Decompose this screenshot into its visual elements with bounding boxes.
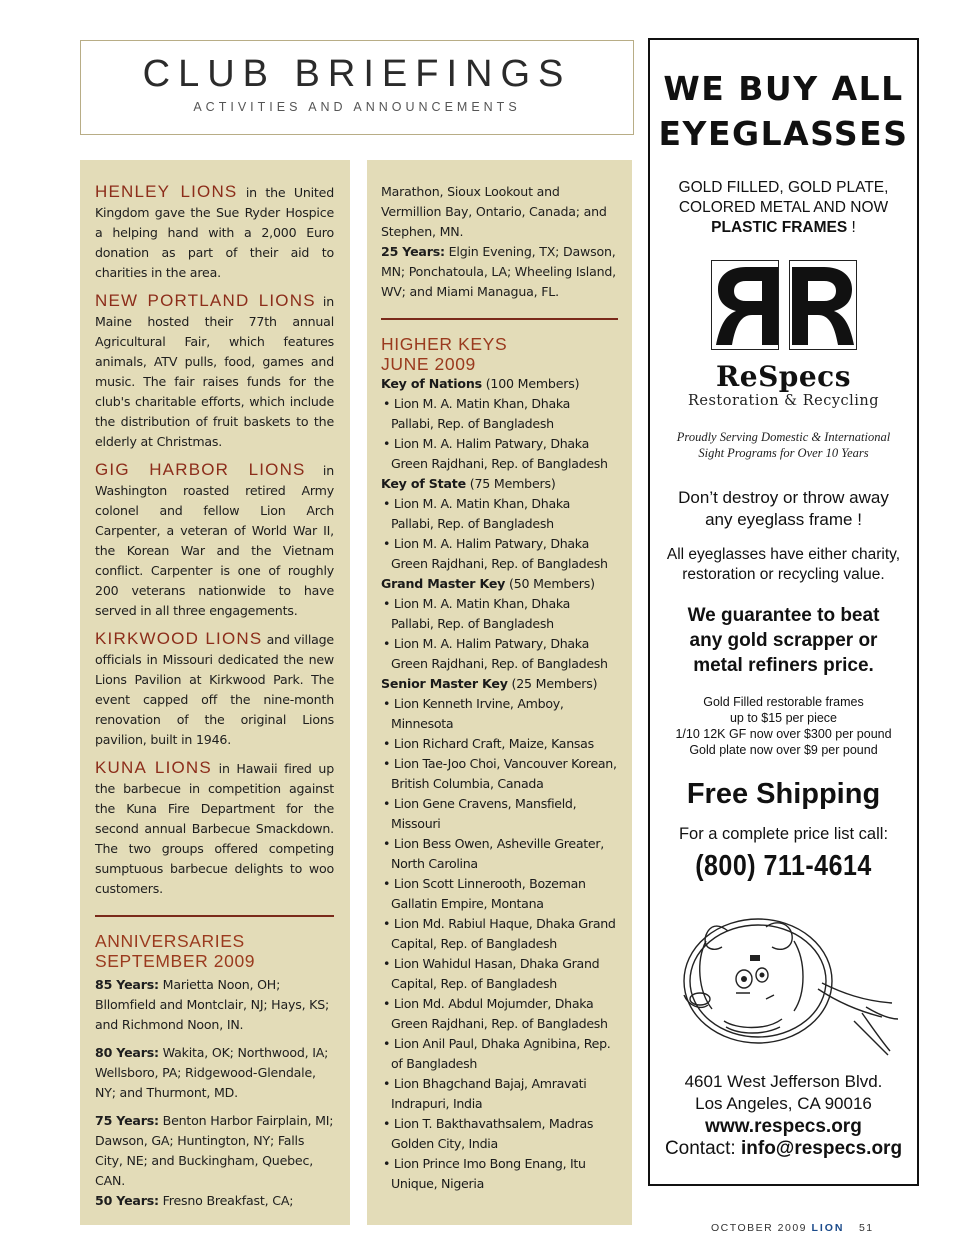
ad-service-tagline	[650, 429, 917, 461]
higher-keys-heading-line2: JUNE 2009	[381, 354, 476, 374]
recipient-location: Green Rajdhani, Rep. of Bangladesh	[391, 656, 608, 671]
key-recipient: • Lion M. A. Halim Patwary, Dhaka Green Rajdhani, Rep. of Bangladesh	[381, 634, 618, 674]
ad-guarantee-line2: any gold scrapper or	[689, 630, 878, 651]
recipient-name: Lion Bhagchand Bajaj, Amravati	[393, 1076, 587, 1091]
ad-dont-line1: Don’t destroy or throw away	[678, 488, 889, 507]
recipient-name: Lion M. A. Matin Khan, Dhaka	[393, 396, 571, 411]
key-recipient: • Lion Anil Paul, Dhaka Agnibina, Rep. of Bangladesh	[381, 1034, 618, 1074]
anniversary-years: 80 Years:	[95, 1045, 159, 1060]
ad-guarantee	[650, 603, 917, 678]
page-footer	[711, 1222, 874, 1234]
recipient-location: Gallatin Empire, Montana	[391, 896, 544, 911]
ad-subhead	[650, 178, 917, 238]
recipient-name: Lion M. A. Matin Khan, Dhaka	[393, 496, 571, 511]
left-column	[80, 160, 350, 1225]
ad-address-line1: 4601 West Jefferson Blvd.	[684, 1072, 883, 1091]
ad-website-link[interactable]: www.respecs.org	[705, 1116, 862, 1137]
key-recipient: • Lion Md. Abdul Mojumder, Dhaka Green Rajdhani, Rep. of Bangladesh	[381, 994, 618, 1034]
ad-price-line1: Gold Filled restorable frames	[703, 695, 864, 709]
key-members: (50 Members)	[505, 576, 595, 591]
key-members: (75 Members)	[465, 476, 556, 491]
key-recipient: • Lion Richard Craft, Maize, Kansas	[383, 736, 594, 751]
recipient-location: Green Rajdhani, Rep. of Bangladesh	[391, 556, 608, 571]
recipient-location: Minnesota	[391, 716, 454, 731]
section-header	[80, 40, 634, 135]
key-recipient: • Lion Prince Imo Bong Enang, Itu Unique, Nigeria	[381, 1154, 618, 1194]
ad-headline	[650, 66, 917, 156]
ad-value-line2: restoration or recycling value.	[682, 566, 885, 583]
recipient-name: Lion Richard Craft, Maize, Kansas	[393, 736, 594, 751]
anniversary-clubs: Marietta Noon, OH; Bllomfield and Montclair, NJ; Hays, KS; and Richmond Noon, IN.	[95, 977, 330, 1032]
key-recipient: • Lion M. A. Matin Khan, Dhaka Pallabi, Rep. of Bangladesh	[381, 494, 618, 534]
ad-address-line2: Los Angeles, CA 90016	[695, 1094, 872, 1113]
briefing-text: in the United Kingdom gave the Sue Ryder Hospice a helping hand with a 2,000 Euro donation as part of their aid to charities in the area.	[95, 185, 334, 280]
ad-subhead-line2: COLORED METAL AND NOW	[678, 199, 889, 216]
briefing-lead: NEW PORTLAND LIONS	[95, 291, 316, 310]
logo-left-square	[711, 260, 779, 350]
recipient-name: Lion M. A. Halim Patwary, Dhaka	[393, 536, 590, 551]
price-list-call: For a complete price list call:	[678, 825, 889, 843]
footer-date: OCTOBER 2009	[711, 1222, 808, 1234]
ad-headline-line2: EYEGLASSES	[658, 114, 909, 153]
page-subtitle: ACTIVITIES AND ANNOUNCEMENTS	[193, 100, 521, 114]
ad-address	[650, 1071, 917, 1115]
briefing-text: in Washington roasted retired Army colonel and fellow Lion Arch Carpenter, a veteran of World War II, the Korean War and the Vietnam conflict. Carpenter is one of roughly 200 veterans nationwide to have served in all three engagements.	[95, 463, 334, 618]
higher-keys-heading-line1: HIGHER KEYS	[381, 334, 508, 354]
ad-subhead-line1: GOLD FILLED, GOLD PLATE,	[678, 179, 889, 196]
brand-name: ReSpecs	[715, 360, 851, 393]
key-recipient: • Lion T. Bakthavathsalem, Madras Golden City, India	[381, 1114, 618, 1154]
page-title: CLUB BRIEFINGS	[142, 53, 572, 95]
recipient-name: Lion Prince Imo Bong Enang, Itu	[393, 1156, 586, 1171]
ad-dont-destroy	[650, 487, 917, 531]
recipient-name: Lion Tae-Joo Choi, Vancouver Korean,	[393, 756, 617, 771]
anniversary-years: 85 Years:	[95, 977, 159, 992]
recipient-name: Lion Anil Paul, Dhaka Agnibina, Rep.	[393, 1036, 611, 1051]
key-recipient: • Lion Gene Cravens, Mansfield, Missouri	[381, 794, 618, 834]
anniversary-clubs: Fresno Breakfast, CA;	[158, 1193, 294, 1208]
briefing-text: in Hawaii fired up the barbecue in competition against the Kuna Fire Department for the second annual Barbecue Smackdown. The two groups offered competing sumptuous barbecue delights to woo customers.	[95, 761, 334, 896]
recipient-location: Capital, Rep. of Bangladesh	[391, 936, 557, 951]
recipient-name: Lion M. A. Matin Khan, Dhaka	[393, 596, 571, 611]
recipient-name: Lion M. A. Halim Patwary, Dhaka	[393, 636, 590, 651]
briefing-lead: GIG HARBOR LIONS	[95, 460, 306, 479]
ad-service-line1: Proudly Serving Domestic & International	[676, 430, 891, 444]
anniversary-25	[381, 242, 618, 302]
anniversaries-heading-line1: ANNIVERSARIES	[95, 931, 245, 951]
recipient-location: Unique, Nigeria	[391, 1176, 484, 1191]
briefing-new-portland	[95, 291, 334, 452]
key-recipient: • Lion M. A. Matin Khan, Dhaka Pallabi, Rep. of Bangladesh	[381, 594, 618, 634]
ad-guarantee-line3: metal refiners price.	[693, 655, 874, 676]
footer-magazine: LION	[811, 1222, 845, 1234]
anniversary-80	[95, 1043, 334, 1103]
briefing-gig-harbor	[95, 460, 334, 621]
key-name: Senior Master Key	[381, 676, 508, 691]
recipient-location: North Carolina	[391, 856, 478, 871]
recipient-location: Indrapuri, India	[391, 1096, 483, 1111]
anniversary-clubs: Benton Harbor Fairplain, MI; Dawson, GA; Huntington, NY; Falls City, NE; and Buckingham, Quebec, CAN.	[95, 1113, 334, 1188]
key-recipient: • Lion Scott Linnerooth, Bozeman Gallatin Empire, Montana	[381, 874, 618, 914]
briefing-kirkwood	[95, 629, 334, 750]
key-group-title	[381, 374, 618, 394]
recipient-name: Lion Md. Abdul Mojumder, Dhaka	[393, 996, 594, 1011]
key-group-title	[381, 674, 618, 694]
ad-dont-line2: any eyeglass frame !	[705, 510, 862, 529]
recipient-name: Lion Bess Owen, Asheville Greater,	[393, 836, 604, 851]
anniversaries-heading	[95, 931, 334, 971]
recipient-location: Pallabi, Rep. of Bangladesh	[391, 616, 554, 631]
key-recipient: • Lion M. A. Matin Khan, Dhaka Pallabi, Rep. of Bangladesh	[381, 394, 618, 434]
ad-prices	[650, 694, 917, 758]
key-recipient: • Lion Tae-Joo Choi, Vancouver Korean, British Columbia, Canada	[381, 754, 618, 794]
key-members: (100 Members)	[481, 376, 580, 391]
middle-column	[367, 160, 632, 1225]
higher-keys-heading	[381, 334, 618, 374]
recipient-name: Lion Scott Linnerooth, Bozeman	[393, 876, 586, 891]
anniversary-50-continued: Marathon, Sioux Lookout and Vermillion Bay, Ontario, Canada; and Stephen, MN.	[381, 184, 607, 239]
key-recipient: • Lion Kenneth Irvine, Amboy, Minnesota	[381, 694, 618, 734]
respecs-advertisement	[648, 38, 919, 1186]
briefing-text: in Maine hosted their 77th annual Agricultural Fair, which features animals, ATV pulls, food, games and music. The fair raises funds for the club's charitable efforts, which include the distribution of fruit baskets to the elderly at Christmas.	[95, 294, 334, 449]
respecs-logo	[711, 260, 857, 350]
key-group-title	[381, 574, 618, 594]
higher-keys-list	[381, 374, 618, 1194]
key-name: Key of State	[381, 476, 466, 491]
key-recipient: • Lion M. A. Halim Patwary, Dhaka Green Rajdhani, Rep. of Bangladesh	[381, 434, 618, 474]
ad-value-line1: All eyeglasses have either charity,	[666, 546, 901, 563]
briefing-kuna	[95, 758, 334, 899]
recipient-location: British Columbia, Canada	[391, 776, 544, 791]
anniversary-years: 25 Years:	[381, 244, 445, 259]
recipient-name: Lion Gene Cravens, Mansfield,	[393, 796, 577, 811]
ad-contact-email[interactable]: info@respecs.org	[740, 1138, 903, 1159]
reversed-r-icon	[712, 261, 780, 351]
recipient-location: Golden City, India	[391, 1136, 498, 1151]
key-name: Grand Master Key	[381, 576, 506, 591]
eyeglasses-magnifier-illustration	[666, 901, 902, 1063]
anniversaries-heading-line2: SEPTEMBER 2009	[95, 951, 256, 971]
key-recipient: • Lion Wahidul Hasan, Dhaka Grand Capital, Rep. of Bangladesh	[381, 954, 618, 994]
ad-price-line4: Gold plate now over $9 per pound	[689, 743, 878, 757]
free-shipping: Free Shipping	[686, 778, 881, 810]
section-divider	[381, 318, 618, 320]
r-icon	[790, 261, 858, 351]
recipient-name: Lion M. A. Halim Patwary, Dhaka	[393, 436, 590, 451]
recipient-location: Green Rajdhani, Rep. of Bangladesh	[391, 456, 608, 471]
anniversary-50	[95, 1191, 334, 1211]
anniversary-clubs: Elgin Evening, TX; Dawson, MN; Ponchatoula, LA; Wheeling Island, WV; and Miami Managua, FL.	[381, 244, 616, 299]
recipient-location: of Bangladesh	[391, 1056, 478, 1071]
briefing-text: and village officials in Missouri dedicated the new Lions Pavilion at Kirkwood Park. The event capped off the nine-month renovation of the original Lions pavilion, built in 1946.	[95, 632, 334, 747]
anniversary-years: 75 Years:	[95, 1113, 159, 1128]
ad-headline-line1: WE BUY ALL	[663, 69, 904, 108]
ad-price-line2: up to $15 per piece	[729, 711, 838, 725]
ad-price-line3: 1/10 12K GF now over $300 per pound	[675, 727, 892, 741]
ad-value-statement	[650, 545, 917, 585]
briefing-lead: KUNA LIONS	[95, 758, 212, 777]
recipient-location: Pallabi, Rep. of Bangladesh	[391, 416, 554, 431]
page-number: 51	[858, 1222, 874, 1234]
ad-contact	[650, 1138, 917, 1160]
briefing-lead: KIRKWOOD LIONS	[95, 629, 263, 648]
recipient-location: Capital, Rep. of Bangladesh	[391, 976, 557, 991]
ad-subhead-bang: !	[847, 219, 856, 236]
logo-right-square	[789, 260, 857, 350]
ad-contact-label: Contact:	[664, 1138, 741, 1159]
key-recipient: • Lion Bess Owen, Asheville Greater, North Carolina	[381, 834, 618, 874]
recipient-location: Green Rajdhani, Rep. of Bangladesh	[391, 1016, 608, 1031]
phone-number: (800) 711-4614	[695, 849, 872, 883]
ad-guarantee-line1: We guarantee to beat	[687, 605, 880, 626]
key-recipient: • Lion Md. Rabiul Haque, Dhaka Grand Capital, Rep. of Bangladesh	[381, 914, 618, 954]
recipient-name: Lion T. Bakthavathsalem, Madras	[393, 1116, 594, 1131]
recipient-name: Lion Md. Rabiul Haque, Dhaka Grand	[393, 916, 616, 931]
recipient-location: Missouri	[391, 816, 441, 831]
section-divider	[95, 915, 334, 917]
key-recipient: • Lion M. A. Halim Patwary, Dhaka Green Rajdhani, Rep. of Bangladesh	[381, 534, 618, 574]
recipient-name: Lion Wahidul Hasan, Dhaka Grand	[393, 956, 600, 971]
brand-tagline: Restoration & Recycling	[687, 393, 880, 409]
key-name: Key of Nations	[381, 376, 482, 391]
key-recipient: • Lion Bhagchand Bajaj, Amravati Indrapuri, India	[381, 1074, 618, 1114]
anniversary-years: 50 Years:	[95, 1193, 159, 1208]
anniversary-clubs: Wakita, OK; Northwood, IA; Wellsboro, PA; Ridgewood-Glendale, NY; and Thurmont, MD.	[95, 1045, 329, 1100]
briefing-lead: HENLEY LIONS	[95, 182, 238, 201]
recipient-name: Lion Kenneth Irvine, Amboy,	[393, 696, 564, 711]
key-members: (25 Members)	[507, 676, 598, 691]
ad-service-line2: Sight Programs for Over 10 Years	[698, 446, 869, 460]
briefing-henley	[95, 182, 334, 283]
anniversary-75	[95, 1111, 334, 1191]
ad-subhead-bold: PLASTIC FRAMES	[711, 219, 848, 236]
recipient-location: Pallabi, Rep. of Bangladesh	[391, 516, 554, 531]
key-group-title	[381, 474, 618, 494]
anniversary-85	[95, 975, 334, 1035]
